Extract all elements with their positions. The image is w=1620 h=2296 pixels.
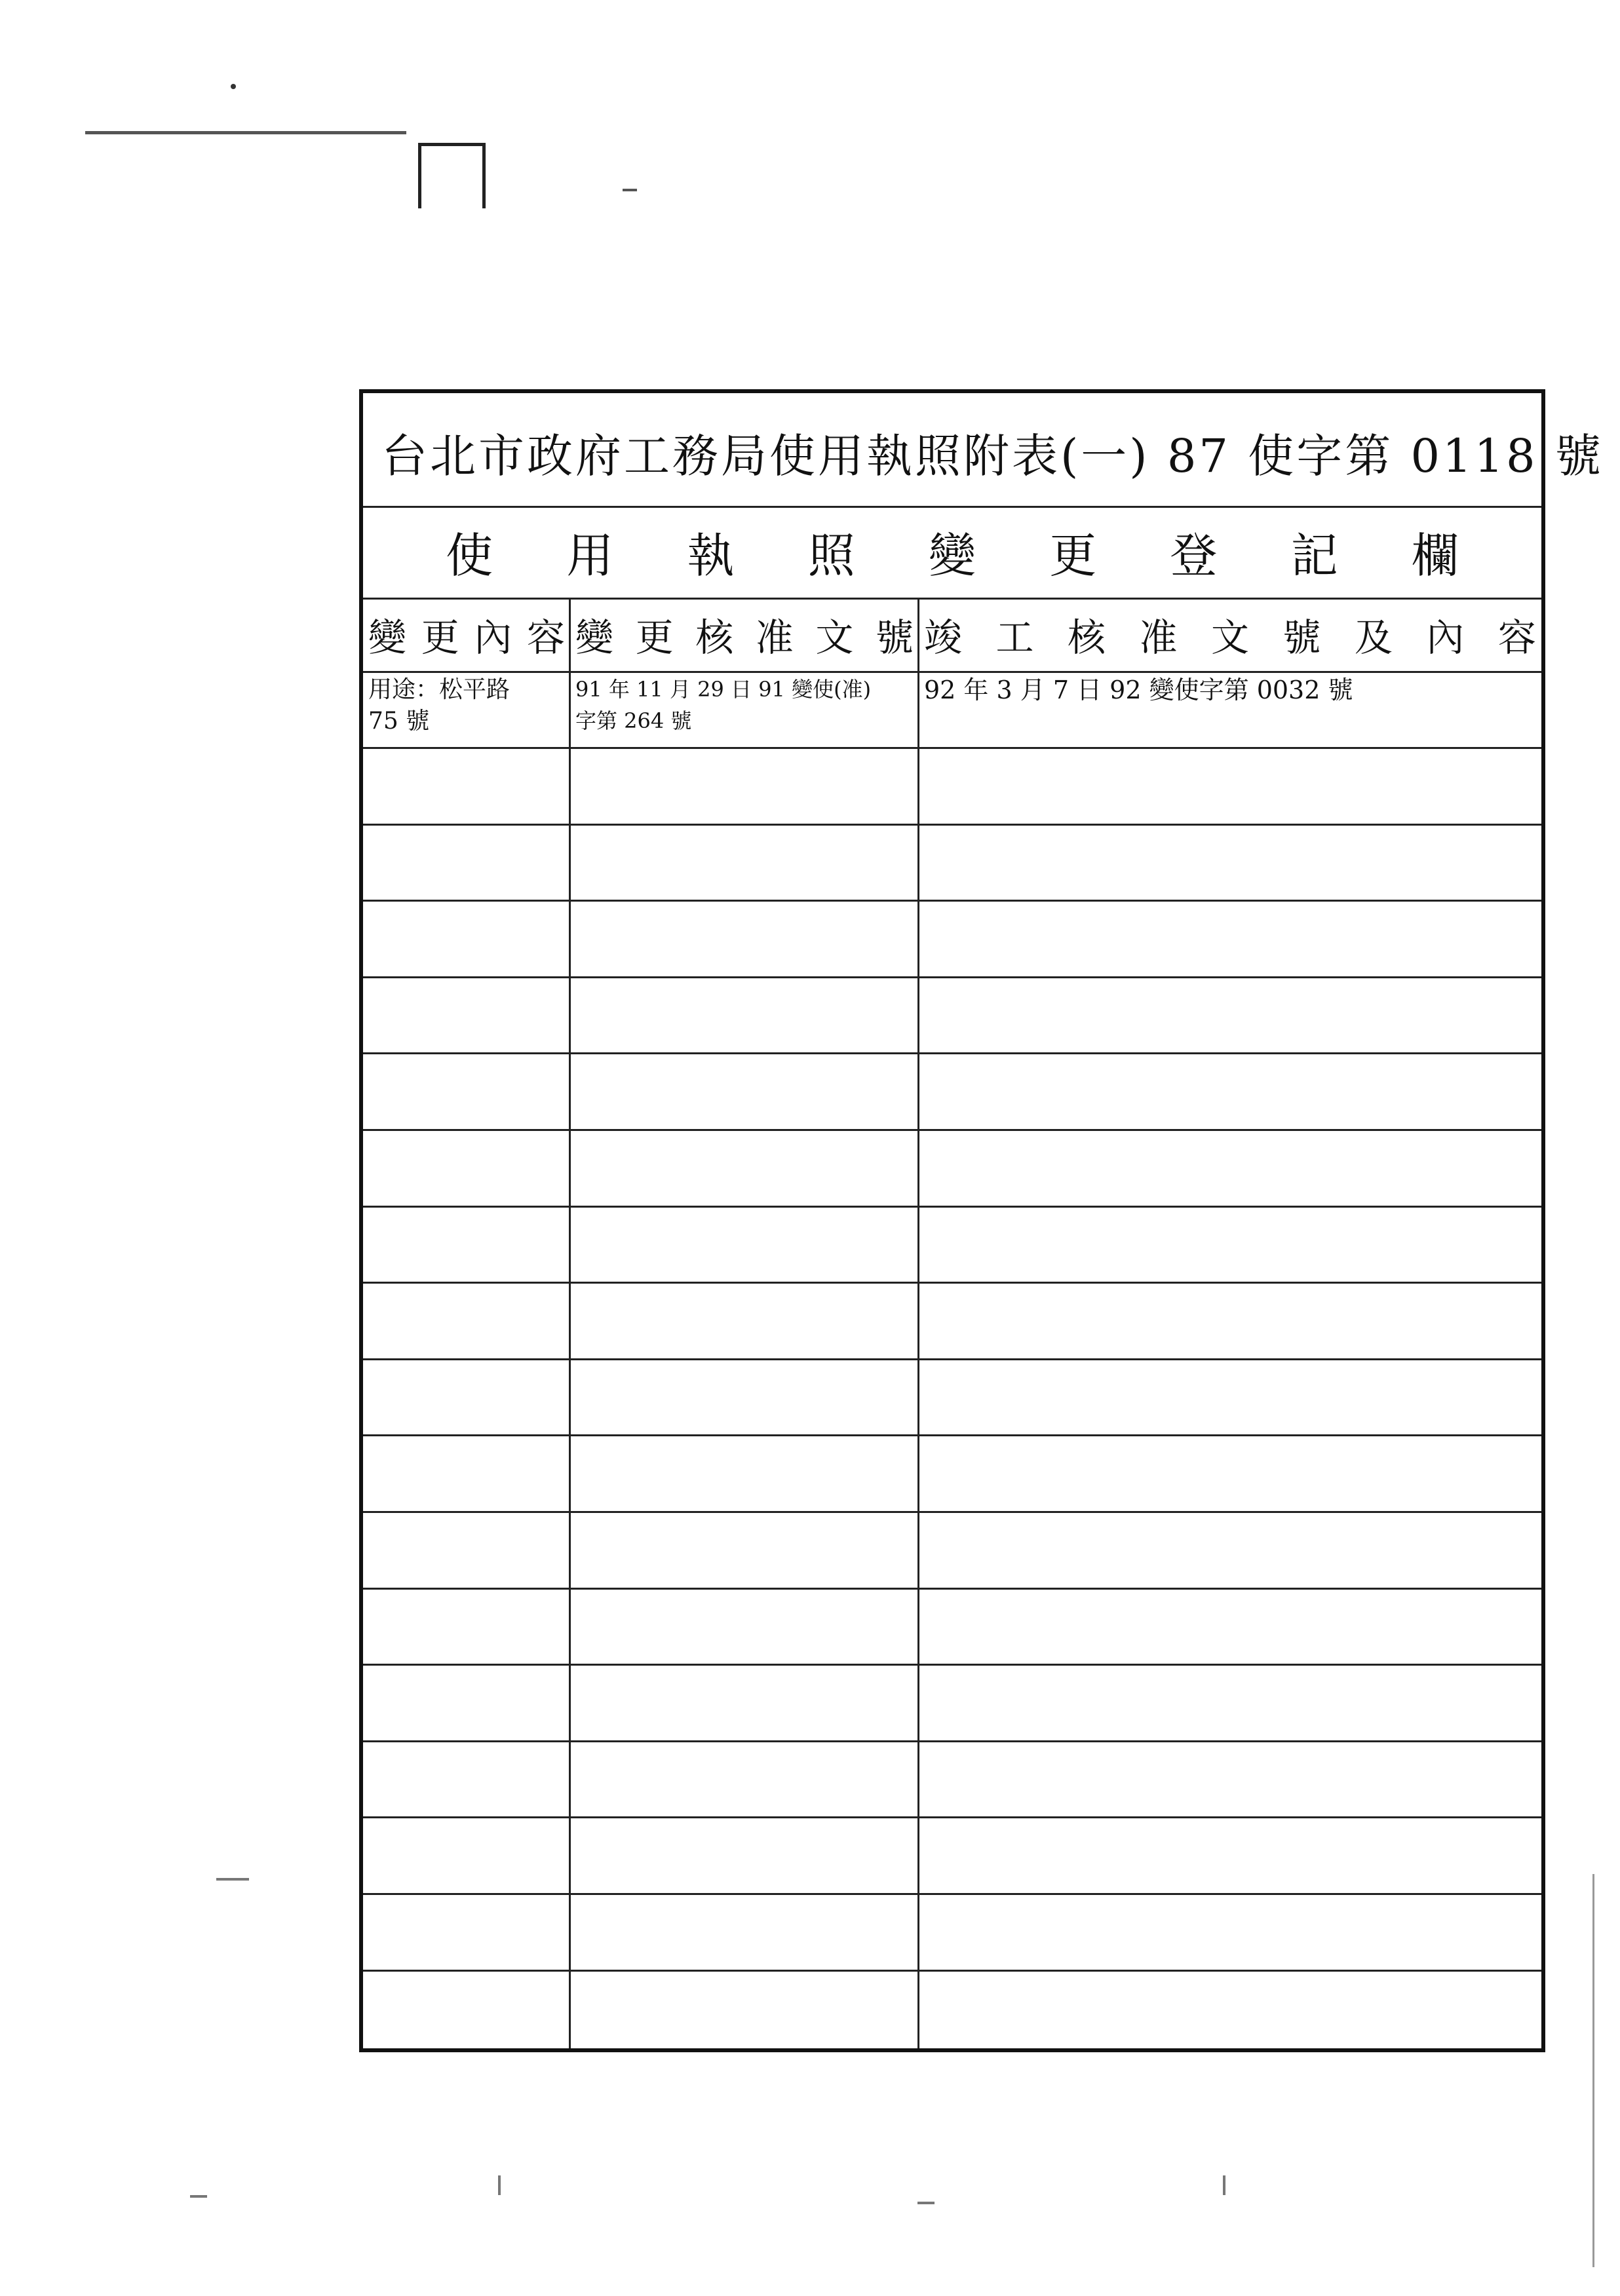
heading-char: 用: [566, 528, 614, 583]
heading-char: 變: [928, 528, 976, 583]
row-separator: [363, 824, 1541, 826]
column-header-char: 文: [1210, 615, 1249, 660]
heading-char: 欄: [1411, 528, 1459, 583]
usage-license-form: [359, 389, 1604, 2052]
column-header-char: 內: [474, 615, 512, 660]
column-header-char: 核: [1067, 615, 1106, 660]
row-separator: [363, 1434, 1541, 1436]
row-separator: [363, 1588, 1541, 1590]
row-separator: [363, 1740, 1541, 1742]
row-1-approval-no-line1: 91 年 11 月 29 日 91 變使(准): [575, 677, 872, 702]
heading-char: 執: [687, 528, 735, 583]
row-separator: [363, 1358, 1541, 1360]
scan-artifact-dash: [190, 2195, 207, 2198]
scan-artifact-bracket-left: [418, 143, 421, 208]
column-header-char: 工: [995, 615, 1034, 660]
row-1-change-content-line2: 75 號: [368, 708, 430, 735]
row-separator: [363, 1893, 1541, 1895]
form-title-row: [363, 393, 1604, 508]
scan-artifact-tick: [498, 2175, 501, 2195]
row-1-change-content-line1: 用途：松平路: [368, 676, 511, 703]
row-separator: [363, 900, 1541, 902]
column-header-char: 准: [1139, 615, 1178, 660]
column-header-char: 更: [421, 615, 459, 660]
column-header-char: 變: [368, 615, 407, 660]
column-header-char: 更: [635, 615, 674, 660]
form-heading: [363, 526, 1541, 583]
column-header-char: 號: [1282, 615, 1321, 660]
scan-artifact-dash: [216, 1878, 249, 1881]
row-separator: [363, 1511, 1541, 1513]
column-header-char: 容: [1497, 615, 1536, 660]
row-separator: [363, 1206, 1541, 1208]
row-separator: [363, 1664, 1541, 1666]
row-1-approval-no-line2: 字第 264 號: [575, 708, 692, 733]
column-header-change-approval-no: [570, 598, 919, 671]
row-1-completion-no: 92 年 3 月 7 日 92 變使字第 0032 號: [924, 676, 1353, 704]
column-divider: [917, 598, 919, 2048]
column-header-row: [363, 598, 1541, 673]
form-title: 台北市政府工務局使用執照附表(一) 87 使字第 0118 號: [381, 429, 1604, 483]
scan-speck: [231, 84, 236, 89]
heading-char: 登: [1170, 528, 1218, 583]
form-heading-row: [363, 506, 1541, 600]
column-header-char: 變: [575, 615, 614, 660]
row-separator: [363, 1816, 1541, 1818]
scan-artifact-dash: [917, 2202, 935, 2204]
column-header-char: 文: [815, 615, 854, 660]
heading-char: 更: [1049, 528, 1097, 583]
column-header-change-content: [363, 598, 570, 671]
column-header-char: 及: [1354, 615, 1393, 660]
heading-char: 使: [446, 528, 493, 583]
column-header-char: 竣: [924, 615, 963, 660]
scan-artifact-tick: [1223, 2175, 1225, 2195]
scan-artifact-bracket-right: [482, 143, 486, 208]
row-separator: [363, 1129, 1541, 1131]
column-divider: [569, 598, 571, 2048]
scan-artifact-bracket-top: [418, 143, 484, 146]
column-header-char: 准: [755, 615, 794, 660]
row-separator: [363, 976, 1541, 978]
row-separator: [363, 747, 1541, 749]
scan-edge-noise: [1592, 1874, 1594, 2267]
heading-char: 照: [807, 528, 855, 583]
scan-artifact-line: [85, 131, 406, 134]
row-separator: [363, 1282, 1541, 1284]
column-header-char: 內: [1426, 615, 1465, 660]
column-header-completion-approval: [919, 598, 1541, 671]
column-header-char: 容: [526, 615, 565, 660]
scan-artifact-dash: [623, 189, 637, 191]
row-separator: [363, 1052, 1541, 1054]
heading-char: 記: [1290, 528, 1338, 583]
column-header-char: 號: [875, 615, 914, 660]
row-separator: [363, 1970, 1541, 1972]
column-header-char: 核: [695, 615, 734, 660]
